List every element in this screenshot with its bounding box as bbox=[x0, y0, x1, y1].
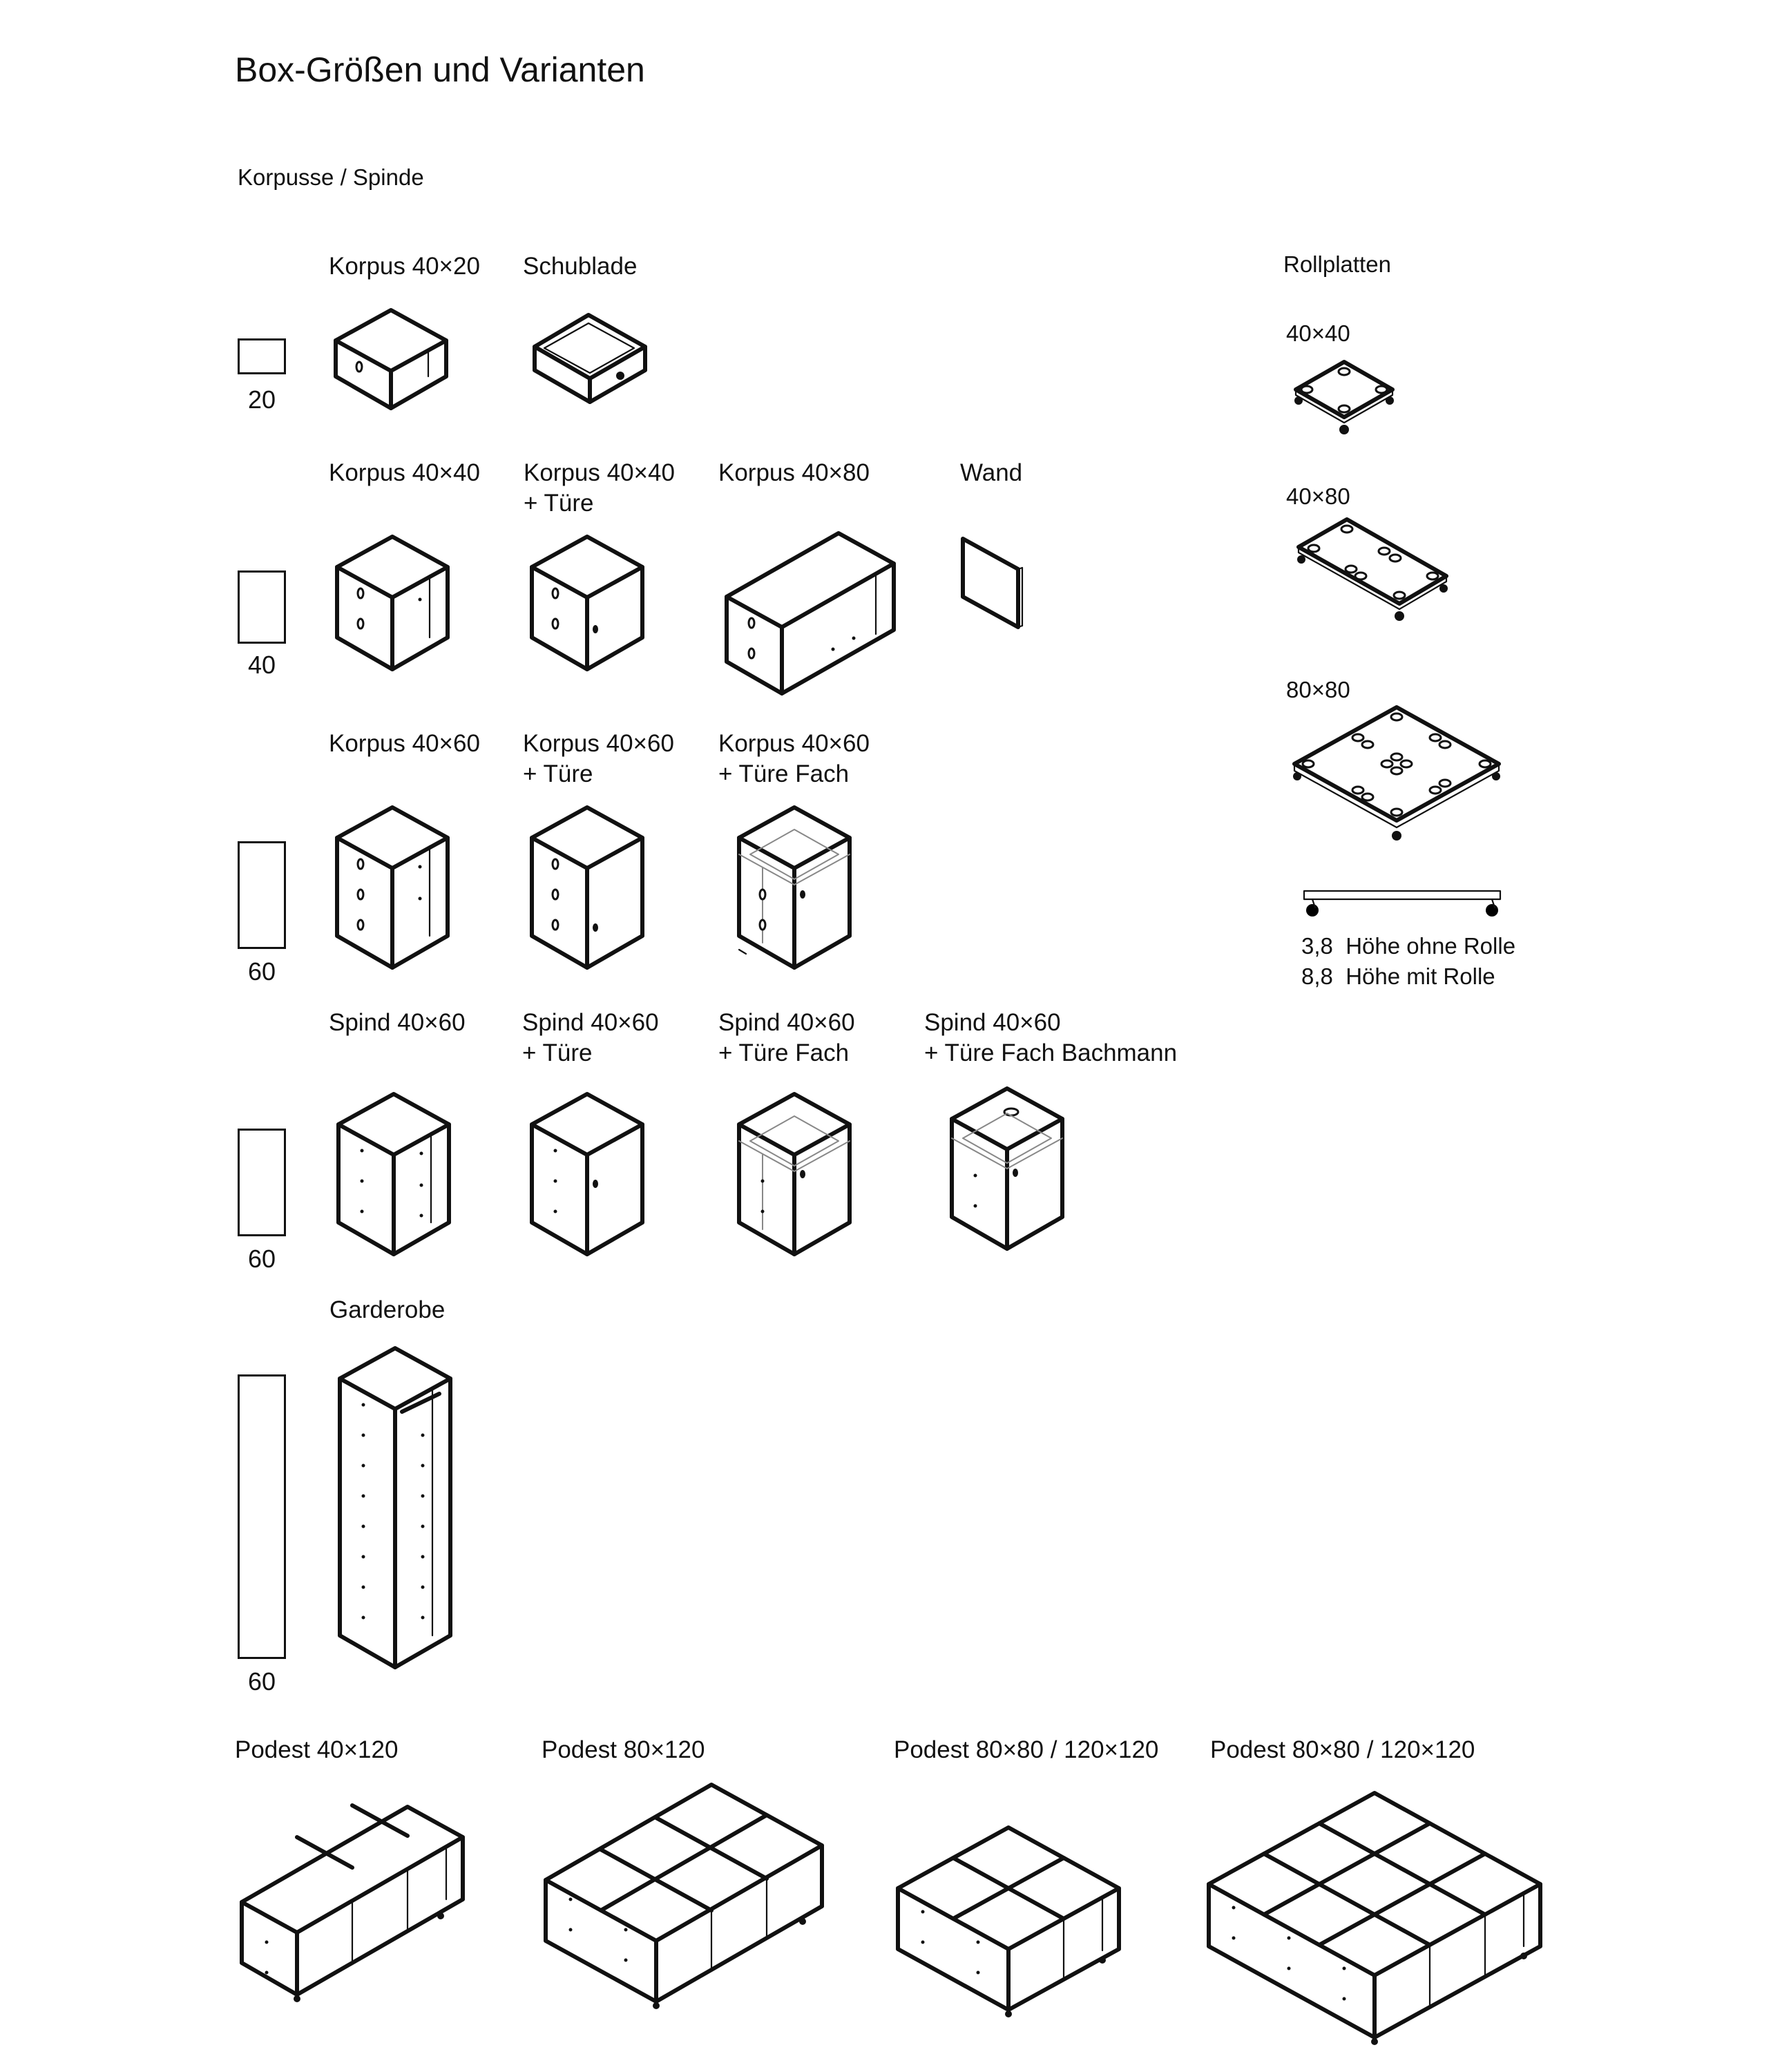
page-title: Box-Größen und Varianten bbox=[235, 50, 645, 89]
item-label-korpus-40x60-tuere-suffix: + Türe bbox=[523, 760, 593, 787]
item-label-korpus-40x60-tuere: Korpus 40×60 bbox=[523, 730, 674, 757]
item-label-spind-40x60-bachmann: Spind 40×60 bbox=[924, 1009, 1061, 1036]
garderobe-drawing bbox=[336, 1345, 460, 1670]
korpus-40x60-drawing bbox=[333, 805, 457, 970]
item-label-korpus-40x40-tuere-suffix: + Türe bbox=[524, 490, 594, 517]
size-label-60-korpus: 60 bbox=[247, 957, 276, 986]
size-indicator-60-spind bbox=[238, 1129, 286, 1236]
item-label-korpus-40x40-tuere: Korpus 40×40 bbox=[524, 459, 675, 486]
rollplatte-80x80-drawing bbox=[1292, 704, 1513, 843]
item-label-korpus-40x20: Korpus 40×20 bbox=[329, 253, 480, 280]
item-label-spind-40x60: Spind 40×60 bbox=[329, 1009, 466, 1036]
section-heading-korpusse: Korpusse / Spinde bbox=[238, 164, 424, 190]
item-label-spind-40x60-tuere: Spind 40×60 bbox=[522, 1009, 659, 1036]
korpus-40x80-drawing bbox=[722, 530, 902, 696]
podest-label-80x120: Podest 80×120 bbox=[542, 1736, 705, 1763]
rollplatte-label-40x40: 40×40 bbox=[1286, 320, 1350, 346]
rollplatte-side-view bbox=[1301, 888, 1509, 923]
item-label-korpus-40x40: Korpus 40×40 bbox=[329, 459, 480, 486]
spind-40x60-bachmann-drawing bbox=[948, 1086, 1079, 1251]
section-heading-rollplatten: Rollplatten bbox=[1283, 251, 1391, 277]
korpus-40x60-tuere-fach-drawing bbox=[735, 805, 866, 970]
korpus-40x40-drawing bbox=[333, 534, 457, 672]
spind-40x60-drawing bbox=[334, 1091, 459, 1257]
item-label-spind-40x60-bachmann-suffix: + Türe Fach Bachmann bbox=[924, 1039, 1178, 1066]
item-label-schublade: Schublade bbox=[523, 253, 638, 280]
rollplatte-label-40x80: 40×80 bbox=[1286, 483, 1350, 509]
rollplatte-40x40-drawing bbox=[1292, 359, 1402, 442]
podest-40x120-drawing bbox=[239, 1804, 467, 2004]
size-label-60-garderobe: 60 bbox=[247, 1667, 276, 1696]
rollplatte-label-80x80: 80×80 bbox=[1286, 677, 1350, 702]
podest-80x80-drawing bbox=[895, 1825, 1130, 2018]
podest-label-80x80-b: Podest 80×80 / 120×120 bbox=[1210, 1736, 1475, 1763]
item-label-korpus-40x60: Korpus 40×60 bbox=[329, 730, 480, 757]
item-label-garderobe: Garderobe bbox=[329, 1296, 446, 1323]
podest-80x120-drawing bbox=[543, 1782, 833, 2010]
size-indicator-20 bbox=[238, 338, 286, 374]
podest-label-80x80-a: Podest 80×80 / 120×120 bbox=[894, 1736, 1159, 1763]
korpus-40x40-tuere-drawing bbox=[528, 534, 652, 672]
item-label-spind-40x60-tuere-suffix: + Türe bbox=[522, 1039, 593, 1066]
item-label-korpus-40x60-tuere-fach: Korpus 40×60 bbox=[718, 730, 870, 757]
size-indicator-40 bbox=[238, 570, 286, 644]
wand-drawing bbox=[960, 536, 1029, 633]
item-label-wand: Wand bbox=[960, 459, 1023, 486]
rollplatte-height-without-wheel: 3,8 Höhe ohne Rolle bbox=[1301, 933, 1516, 959]
spind-40x60-tuere-drawing bbox=[528, 1091, 652, 1257]
rollplatte-height-with-wheel: 8,8 Höhe mit Rolle bbox=[1301, 963, 1495, 989]
size-label-40: 40 bbox=[247, 651, 276, 679]
schublade-drawing bbox=[533, 312, 658, 409]
item-label-spind-40x60-tuere-fach-suffix: + Türe Fach bbox=[718, 1039, 850, 1066]
item-label-spind-40x60-tuere-fach: Spind 40×60 bbox=[718, 1009, 855, 1036]
size-label-60-spind: 60 bbox=[247, 1245, 276, 1273]
size-indicator-60-garderobe bbox=[238, 1374, 286, 1659]
size-indicator-60-korpus bbox=[238, 841, 286, 949]
item-label-korpus-40x80: Korpus 40×80 bbox=[718, 459, 870, 486]
rollplatte-40x80-drawing bbox=[1292, 517, 1457, 627]
podest-label-40x120: Podest 40×120 bbox=[235, 1736, 399, 1763]
podest-120x120-drawing bbox=[1206, 1790, 1544, 2060]
korpus-40x60-tuere-drawing bbox=[528, 805, 652, 970]
korpus-40x20-drawing bbox=[332, 307, 456, 411]
spind-40x60-tuere-fach-drawing bbox=[735, 1091, 866, 1257]
size-label-20: 20 bbox=[247, 385, 276, 414]
item-label-korpus-40x60-tuere-fach-suffix: + Türe Fach bbox=[718, 760, 850, 787]
